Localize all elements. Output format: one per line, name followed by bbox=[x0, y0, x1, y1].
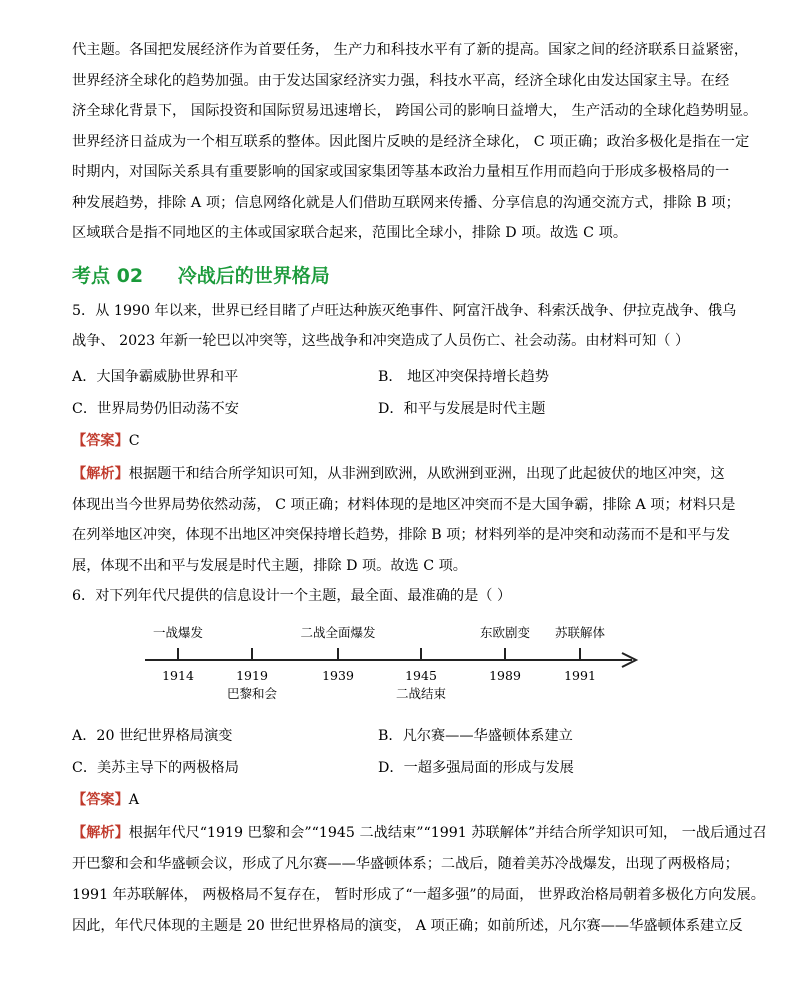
paragraph-line: 区域联合是指不同地区的主体或国家联合起来，范围比全球小，排除 D 项。故选 C 项。 bbox=[72, 225, 628, 241]
analysis-line: 【解析】根据年代尺“1919 巴黎和会”“1945 二战结束”“1991 苏联解体”并结合所学知识可知， 一战后通过召 bbox=[72, 825, 767, 841]
section-number: 考点 02 bbox=[72, 265, 144, 287]
answer-value: C bbox=[128, 433, 140, 449]
q5-stem-line: 战争、 2023 年新一轮巴以冲突等，这些战争和冲突造成了人员伤亡、社会动荡。由材料可知（ ） bbox=[72, 333, 690, 349]
timeline-year: 1914 bbox=[162, 668, 194, 683]
q5-option-c: C．世界局势仍旧动荡不安 bbox=[72, 401, 239, 417]
timeline-event-label: 二战结束 bbox=[395, 686, 447, 700]
analysis-line: 因此，年代尺体现的主题是 20 世纪世界格局的演变， A 项正确；如前所述，凡尔赛——华盛顿体系建立反 bbox=[72, 918, 743, 934]
q6-option-a: A．20 世纪世界格局演变 bbox=[72, 728, 233, 744]
timeline-event-label: 东欧剧变 bbox=[479, 625, 531, 640]
paragraph-line: 种发展趋势，排除 A 项；信息网络化就是人们借助互联网来传播、分享信息的沟通交流方式，排除 B 项； bbox=[72, 194, 740, 211]
timeline-year: 1939 bbox=[322, 668, 354, 683]
q6-analysis bbox=[72, 818, 767, 942]
q6-option-c: C．美苏主导下的两极格局 bbox=[72, 760, 239, 776]
q5-analysis bbox=[72, 459, 735, 581]
timeline-event-label: 二战全面爆发 bbox=[300, 625, 376, 640]
analysis-tag: 【解析】 bbox=[72, 466, 129, 482]
analysis-tag: 【解析】 bbox=[72, 825, 129, 841]
q6-answer bbox=[72, 789, 139, 809]
timeline-year: 1989 bbox=[489, 668, 521, 683]
timeline-event-label: 一战爆发 bbox=[152, 625, 204, 640]
timeline-figure bbox=[140, 620, 645, 700]
answer-value: A bbox=[128, 792, 140, 808]
q5-option-b: B． 地区冲突保持增长趋势 bbox=[378, 369, 549, 385]
q5-option-d: D．和平与发展是时代主题 bbox=[378, 401, 546, 417]
timeline-year: 1945 bbox=[405, 668, 437, 683]
analysis-line: 展，体现不出和平与发展是时代主题，排除 D 项。故选 C 项。 bbox=[72, 557, 467, 574]
q6-stem: 6．对下列年代尺提供的信息设计一个主题，最全面、最准确的是（ ） bbox=[72, 588, 512, 604]
analysis-line: 1991 年苏联解体， 两极格局不复存在， 暂时形成了“一超多强”的局面， 世界政治格局朝着多极化方向发展。 bbox=[72, 887, 765, 903]
paragraph-line: 世界经济全球化的趋势加强。由于发达国家经济实力强，科技水平高，经济全球化由发达国家主导。在经 bbox=[72, 72, 730, 89]
paragraph-line: 代主题。各国把发展经济作为首要任务， 生产力和科技水平有了新的提高。国家之间的经济联系日益紧密， bbox=[72, 42, 749, 58]
timeline-event-label: 苏联解体 bbox=[554, 625, 606, 640]
q5-option-a: A．大国争霸威胁世界和平 bbox=[72, 369, 239, 385]
q6-option-b: B．凡尔赛——华盛顿体系建立 bbox=[378, 728, 573, 744]
answer-tag: 【答案】 bbox=[72, 792, 129, 808]
analysis-line: 【解析】根据题干和结合所学知识可知，从非洲到欧洲，从欧洲到亚洲，出现了此起彼伏的地区冲突，这 bbox=[72, 466, 725, 482]
answer-tag: 【答案】 bbox=[72, 433, 129, 449]
paragraph-line: 济全球化背景下， 国际投资和国际贸易迅速增长， 跨国公司的影响日益增大， 生产活动的全球化趋势明显。 bbox=[72, 103, 758, 119]
analysis-line: 体现出当今世界局势依然动荡， C 项正确；材料体现的是地区冲突而不是大国争霸，排除 A 项；材料只是 bbox=[72, 496, 736, 513]
timeline-year: 1919 bbox=[236, 668, 268, 683]
paragraph-line: 世界经济日益成为一个相互联系的整体。因此图片反映的是经济全球化， C 项正确；政治多极化是指在一定 bbox=[72, 133, 750, 150]
timeline-year: 1991 bbox=[564, 668, 596, 683]
timeline-event-label: 巴黎和会 bbox=[226, 686, 278, 700]
section-title bbox=[72, 261, 330, 288]
timeline-ticks bbox=[178, 648, 580, 660]
q5-stem bbox=[72, 296, 736, 356]
section-heading: 冷战后的世界格局 bbox=[177, 265, 330, 287]
q6-option-d: D．一超多强局面的形成与发展 bbox=[378, 760, 574, 776]
q5-answer bbox=[72, 430, 140, 450]
paragraph-line: 时期内，对国际关系具有重要影响的国家或国家集团等基本政治力量相互作用而趋向于形成多极格局的一 bbox=[72, 164, 730, 180]
q5-stem-line: 5．从 1990 年以来，世界已经目睹了卢旺达种族灭绝事件、阿富汗战争、科索沃战争、伊拉克战争、俄乌 bbox=[72, 303, 737, 319]
top-paragraph bbox=[72, 35, 758, 249]
analysis-line: 在列举地区冲突，体现不出地区冲突保持增长趋势，排除 B 项；材料列举的是冲突和动荡而不是和平与发 bbox=[72, 527, 730, 543]
analysis-line: 开巴黎和会和华盛顿会议，形成了凡尔赛——华盛顿体系；二战后，随着美苏冷战爆发，出现了两极格局； bbox=[72, 856, 739, 872]
